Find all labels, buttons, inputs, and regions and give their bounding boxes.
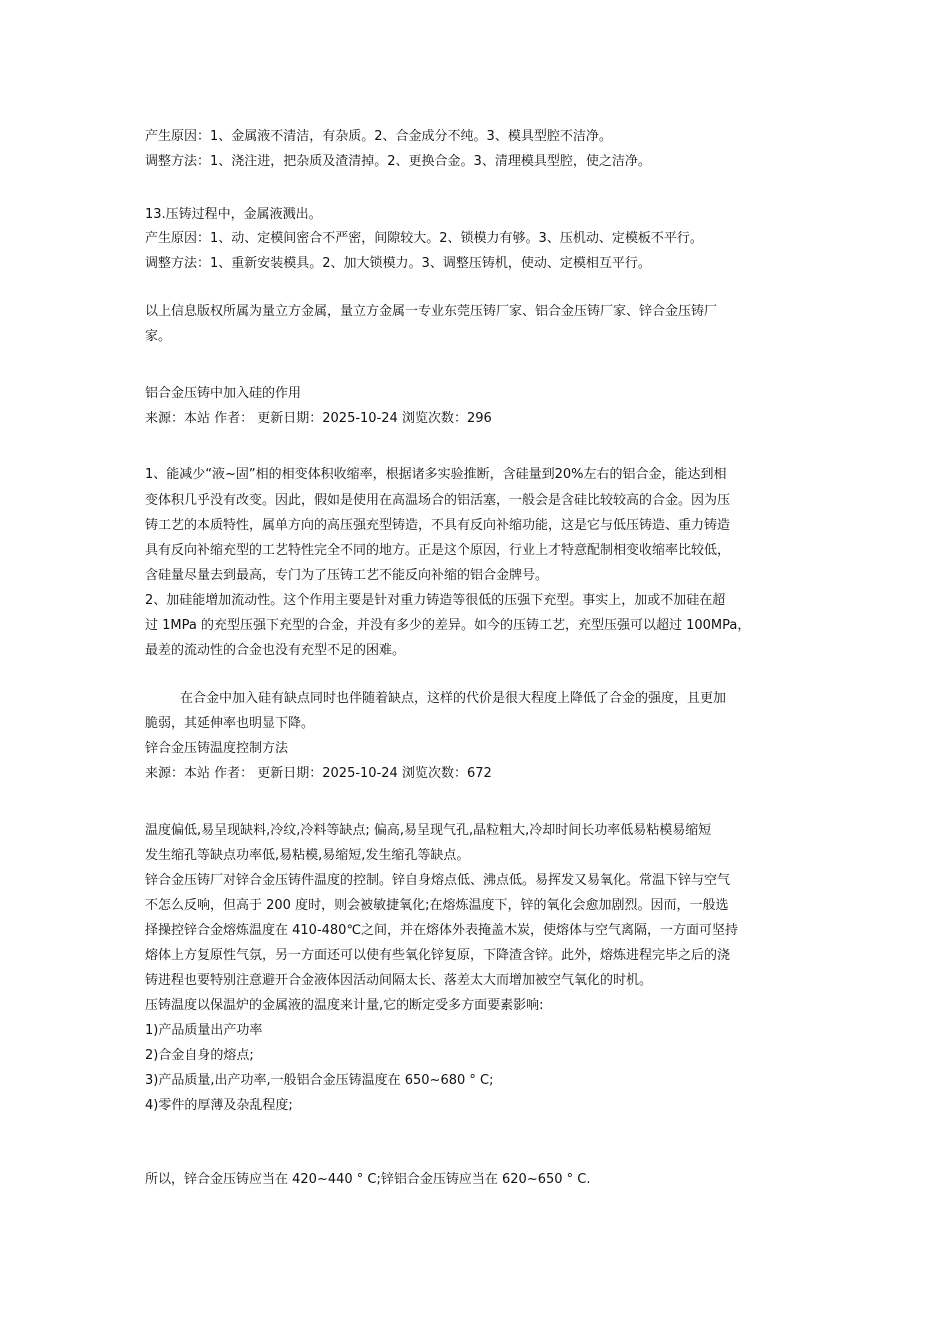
text-line: 发生缩孔等缺点功率低,易粘模,易缩短,发生缩孔等缺点。 [145, 848, 470, 863]
section-heading: 13.压铸过程中，金属液溅出。 [145, 207, 322, 222]
list-item: 4)零件的厚薄及杂乱程度; [145, 1098, 293, 1113]
text-line: 脆弱，其延伸率也明显下降。 [145, 716, 315, 731]
text-line: 在合金中加入硅有缺点同时也伴随着缺点，这样的代价是很大程度上降低了合金的强度，且更加 [180, 691, 727, 706]
text-line: 过 1MPa 的充型压强下充型的合金，并没有多少的差异。如今的压铸工艺，充型压强可以超过 100MPa， [145, 618, 751, 633]
text-line: 调整方法：1、重新安装模具。2、加大锁模力。3、调整压铸机，使动、定模相互平行。 [145, 256, 651, 271]
text-line: 不怎么反响，但高于 200 度时，则会被敏捷氧化;在熔炼温度下，锌的氧化会愈加剧烈。因而，一般选 [145, 898, 729, 913]
text-line: 含硅量尽量去到最高，专门为了压铸工艺不能反向补缩的铝合金牌号。 [145, 568, 549, 583]
text-line: 具有反向补缩充型的工艺特性完全不同的地方。正是这个原因，行业上才特意配制相变收缩率比较低， [145, 543, 731, 558]
text-line: 熔体上方复原性气氛，另一方面还可以使有些氧化锌复原，下降渣含锌。此外，熔炼进程完毕之后的浇 [145, 948, 731, 963]
text-line: 变体积几乎没有改变。因此，假如是使用在高温场合的铝活塞，一般会是含硅比较较高的合金。因为压 [145, 493, 731, 508]
text-line: 调整方法：1、浇注进，把杂质及渣清掉。2、更换合金。3、清理模具型腔，使之洁净。 [145, 154, 651, 169]
text-line: 铸工艺的本质特性，属单方向的高压强充型铸造，不具有反向补缩功能，这是它与低压铸造、重力铸造 [145, 518, 731, 533]
article-meta: 来源：本站 作者： 更新日期：2025-10-24 浏览次数：672 [145, 766, 492, 781]
text-line: 2、加硅能增加流动性。这个作用主要是针对重力铸造等很低的压强下充型。事实上，加或不加硅在超 [145, 593, 726, 608]
list-item: 3)产品质量,出产功率,一般铝合金压铸温度在 650~680 ° C; [145, 1073, 494, 1088]
article-meta: 来源：本站 作者： 更新日期：2025-10-24 浏览次数：296 [145, 411, 492, 426]
copyright-text: 家。 [145, 329, 172, 344]
conclusion-text: 所以，锌合金压铸应当在 420~440 ° C;锌铝合金压铸应当在 620~650 ° C. [145, 1172, 591, 1187]
article-title: 锌合金压铸温度控制方法 [145, 741, 289, 756]
text-line: 1、能减少“液~固”相的相变体积收缩率，根据诸多实验推断，含硅量到20%左右的铝合金，能达到相 [145, 467, 727, 482]
text-line: 温度偏低,易呈现缺料,冷纹,冷料等缺点; 偏高,易呈现气孔,晶粒粗大,冷却时间长功率低易粘模易缩短 [145, 823, 712, 838]
text-line: 择操控锌合金熔炼温度在 410-480℃之间，并在熔体外表掩盖木炭，使熔体与空气离隔，一方面可坚持 [145, 923, 739, 938]
text-line: 锌合金压铸厂对锌合金压铸件温度的控制。锌自身熔点低、沸点低。易挥发又易氧化。常温下锌与空气 [145, 873, 731, 888]
copyright-text: 以上信息版权所属为量立方金属，量立方金属一专业东莞压铸厂家、铝合金压铸厂家、锌合金压铸厂 [145, 304, 718, 319]
list-item: 2)合金自身的熔点; [145, 1048, 254, 1063]
text-line: 产生原因：1、金属液不清洁，有杂质。2、合金成分不纯。3、模具型腔不洁净。 [145, 129, 612, 144]
text-line: 产生原因：1、动、定模间密合不严密，间隙较大。2、锁模力有够。3、压机动、定模板不平行。 [145, 231, 703, 246]
text-line: 铸进程也要特别注意避开合金液体因活动间隔太长、落差太大而增加被空气氧化的时机。 [145, 973, 653, 988]
text-line: 最差的流动性的合金也没有充型不足的困难。 [145, 643, 406, 658]
text-line: 压铸温度以保温炉的金属液的温度来计量,它的断定受多方面要素影响: [145, 998, 544, 1013]
article-title: 铝合金压铸中加入硅的作用 [145, 386, 302, 401]
list-item: 1)产品质量出产功率 [145, 1023, 263, 1038]
